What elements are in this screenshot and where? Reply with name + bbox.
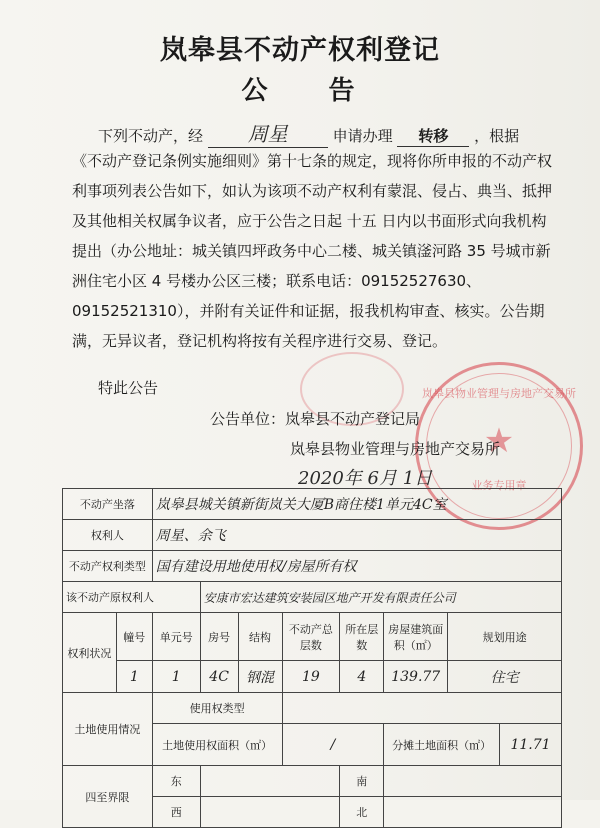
value-room: 4C	[200, 661, 238, 693]
value-structure: 钢混	[238, 661, 282, 693]
announcement-paragraph: 《不动产登记条例实施细则》第十七条的规定，现将你所申报的不动产权利事项列表公告如下，如认为该项不动产权利有蒙混、侵占、典当、抵押及其他相关权属争议者，应于公告之日起 十五 日内以书面形式向我机构提出（办公地址：城关镇四坪政务中心二楼、城关镇滏河路 35 号城市新洲住宅小区 4 号楼办公区三楼；联系电话：09152527630、09152521310），并附有关证件和证据，报我机构审查、核实。公告期满，无异议者，登记机构将按有关程序进行交易、登记。	[72, 152, 553, 350]
seal-bottom-text: 业务专用章	[471, 479, 527, 492]
issuing-unit: 公告单位：岚皋县不动产登记局	[210, 410, 421, 428]
land-use-label: 土地使用情况	[63, 693, 153, 766]
status-label: 权利状况	[63, 613, 117, 693]
owner-value: 周星、余飞	[152, 520, 561, 551]
document-title: 岚皋县不动产权利登记	[160, 35, 440, 66]
west-value	[200, 797, 340, 828]
applicant-name: 周星	[208, 118, 328, 148]
issuing-unit-2: 岚皋县物业管理与房地产交易所	[290, 440, 501, 458]
intro-text-c: ，根据	[474, 127, 520, 145]
value-area: 139.77	[384, 661, 448, 693]
right-type-label: 不动产权利类型	[63, 551, 153, 582]
transaction-type: 转移	[397, 125, 469, 147]
header-use: 规划用途	[448, 613, 562, 661]
east-label: 东	[152, 766, 200, 797]
use-type-value	[282, 693, 562, 724]
header-area: 房屋建筑面积（㎡）	[384, 613, 448, 661]
north-label: 北	[340, 797, 384, 828]
header-structure: 结构	[238, 613, 282, 661]
east-value	[200, 766, 340, 797]
closing-text: 特此公告	[98, 379, 159, 397]
owner-label: 权利人	[63, 520, 153, 551]
original-owner-label: 该不动产原权利人	[63, 582, 201, 613]
boundary-label: 四至界限	[63, 766, 153, 828]
header-room: 房号	[200, 613, 238, 661]
notice-date: 2020年 6月 1日	[298, 468, 433, 489]
seal-text: 岚皋县物业管理与房地产交易所	[422, 387, 576, 400]
intro-line	[98, 118, 519, 148]
location-value: 岚皋县城关镇新街岚关大厦B商住楼1单元4C室	[152, 489, 561, 520]
intro-text-a: 下列不动产，经	[98, 127, 204, 145]
use-type-label: 使用权类型	[152, 693, 282, 724]
south-value	[384, 766, 562, 797]
shared-area-value: 11.71	[499, 724, 561, 766]
value-unit: 1	[152, 661, 200, 693]
west-label: 西	[152, 797, 200, 828]
header-total-floors: 不动产总层数	[282, 613, 340, 661]
intro-text-b: 申请办理	[332, 127, 393, 145]
header-floor: 所在层数	[340, 613, 384, 661]
header-unit: 单元号	[152, 613, 200, 661]
land-area-value: /	[282, 724, 384, 766]
header-building: 幢号	[116, 613, 152, 661]
south-label: 南	[340, 766, 384, 797]
property-table	[62, 488, 562, 828]
seal-star-icon: ★	[483, 421, 515, 461]
value-floor: 4	[340, 661, 384, 693]
value-use: 住宅	[448, 661, 562, 693]
land-area-label: 土地使用权面积（㎡）	[152, 724, 282, 766]
north-value	[384, 797, 562, 828]
original-owner-value: 安康市宏达建筑安装园区地产开发有限责任公司	[200, 582, 561, 613]
right-type-value: 国有建设用地使用权/房屋所有权	[152, 551, 561, 582]
value-total-floors: 19	[282, 661, 340, 693]
value-building: 1	[116, 661, 152, 693]
shared-area-label: 分摊土地面积（㎡）	[384, 724, 500, 766]
document-subtitle: 公 告	[241, 76, 381, 106]
location-label: 不动产坐落	[63, 489, 153, 520]
